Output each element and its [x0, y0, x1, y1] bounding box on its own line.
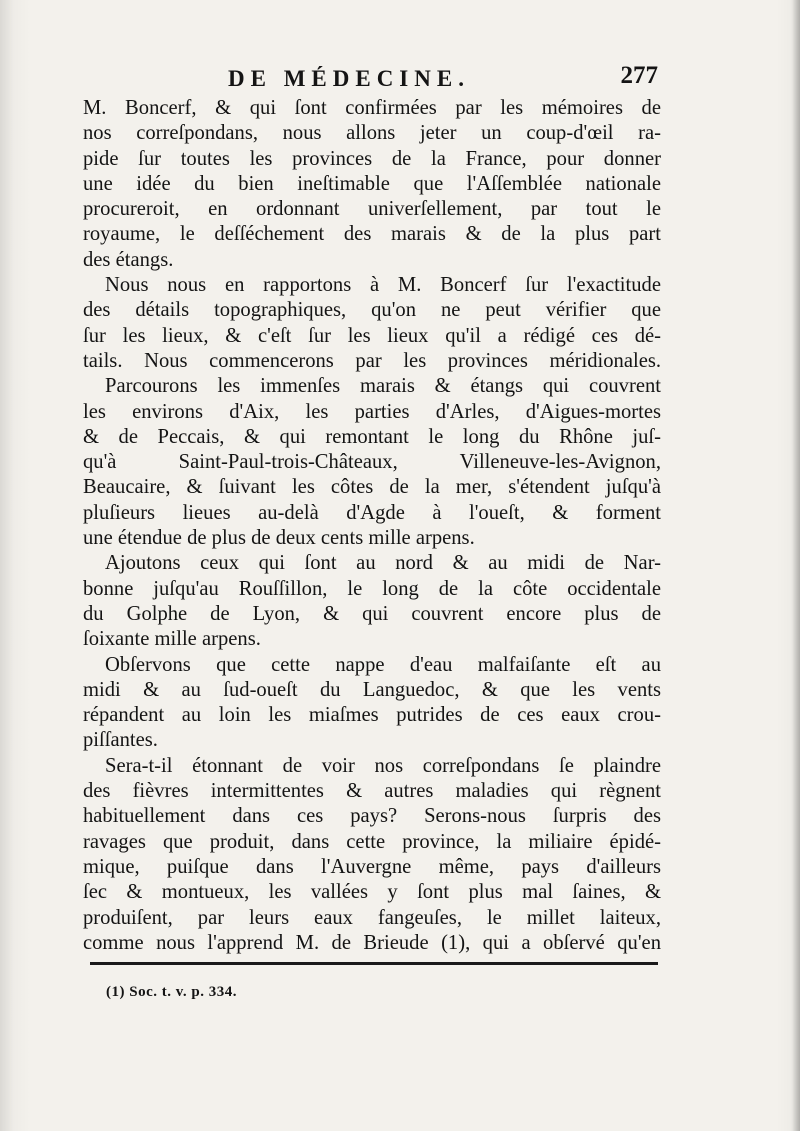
text-line: une idée du bien ineſtimable que l'Aſſemblée nationale [83, 172, 661, 195]
text-line: Parcourons les immenſes marais & étangs qui couvrent [105, 375, 661, 398]
text-line: & de Peccais, & qui remontant le long du Rhône juſ- [83, 425, 661, 448]
footnote-rule [90, 962, 658, 965]
text-line: procureroit, en ordonnant univerſellement, par tout le [83, 198, 661, 221]
text-line: des détails topographiques, qu'on ne peut vérifier que [83, 299, 661, 322]
text-line: ſoixante mille arpens. [83, 628, 261, 651]
text-line: bonne juſqu'au Rouſſillon, le long de la côte occidentale [83, 577, 661, 600]
text-line: tails. Nous commencerons par les provinces méridionales. [83, 349, 661, 372]
text-line: midi & au ſud-oueſt du Languedoc, & que les vents [83, 678, 661, 701]
text-line: Nous nous en rapportons à M. Boncerf ſur l'exactitude [105, 274, 661, 297]
text-line: Obſervons que cette nappe d'eau malfaiſante eſt au [105, 653, 661, 676]
text-line: habituellement dans ces pays? Serons-nous ſurpris des [83, 805, 661, 828]
text-line: Beaucaire, & ſuivant les côtes de la mer, s'étendent juſqu'à [83, 476, 661, 499]
text-line: ravages que produit, dans cette province, la miliaire épidé- [83, 830, 661, 853]
text-line: qu'à Saint-Paul-trois-Châteaux, Villeneuve-les-Avignon, [83, 451, 661, 474]
text-line: répandent au loin les miaſmes putrides de ces eaux crou- [83, 704, 661, 727]
text-line: des étangs. [83, 248, 174, 271]
text-line: ſur les lieux, & c'eſt ſur les lieux qu'il a rédigé ces dé- [83, 324, 661, 347]
page-edge-shadow [792, 0, 800, 1131]
text-line: pluſieurs lieues au-delà d'Agde à l'oueſt, & forment [83, 501, 661, 524]
text-line: Ajoutons ceux qui ſont au nord & au midi de Nar- [105, 552, 661, 575]
text-line: des fièvres intermittentes & autres maladies qui règnent [83, 780, 661, 803]
text-line: les environs d'Aix, les parties d'Arles, d'Aigues-mortes [83, 400, 661, 423]
text-line: du Golphe de Lyon, & qui couvrent encore plus de [83, 602, 661, 625]
text-line: Sera-t-il étonnant de voir nos correſpondans ſe plaindre [105, 754, 661, 777]
text-line: produiſent, par leurs eaux fangeuſes, le millet laiteux, [83, 906, 661, 929]
text-line: comme nous l'apprend M. de Brieude (1), qui a obſervé qu'en [83, 931, 661, 954]
text-line: une étendue de plus de deux cents mille arpens. [83, 527, 475, 550]
text-line: nos correſpondans, nous allons jeter un coup-d'œil ra- [83, 122, 661, 145]
body-text [83, 96, 661, 956]
text-line: M. Boncerf, & qui ſont confirmées par les mémoires de [83, 97, 661, 119]
running-title: DE MÉDECINE. [228, 66, 470, 91]
footnote: (1) Soc. t. v. p. 334. [106, 984, 237, 1000]
text-line: piſſantes. [83, 729, 158, 752]
text-line: ſec & montueux, les vallées y ſont plus mal ſaines, & [83, 881, 661, 904]
text-line: pide ſur toutes les provinces de la France, pour donner [83, 147, 661, 170]
text-line: royaume, le deſſéchement des marais & de la plus part [83, 223, 661, 246]
page-number: 277 [620, 62, 658, 89]
text-line: mique, puiſque dans l'Auvergne même, pays d'ailleurs [83, 855, 661, 878]
